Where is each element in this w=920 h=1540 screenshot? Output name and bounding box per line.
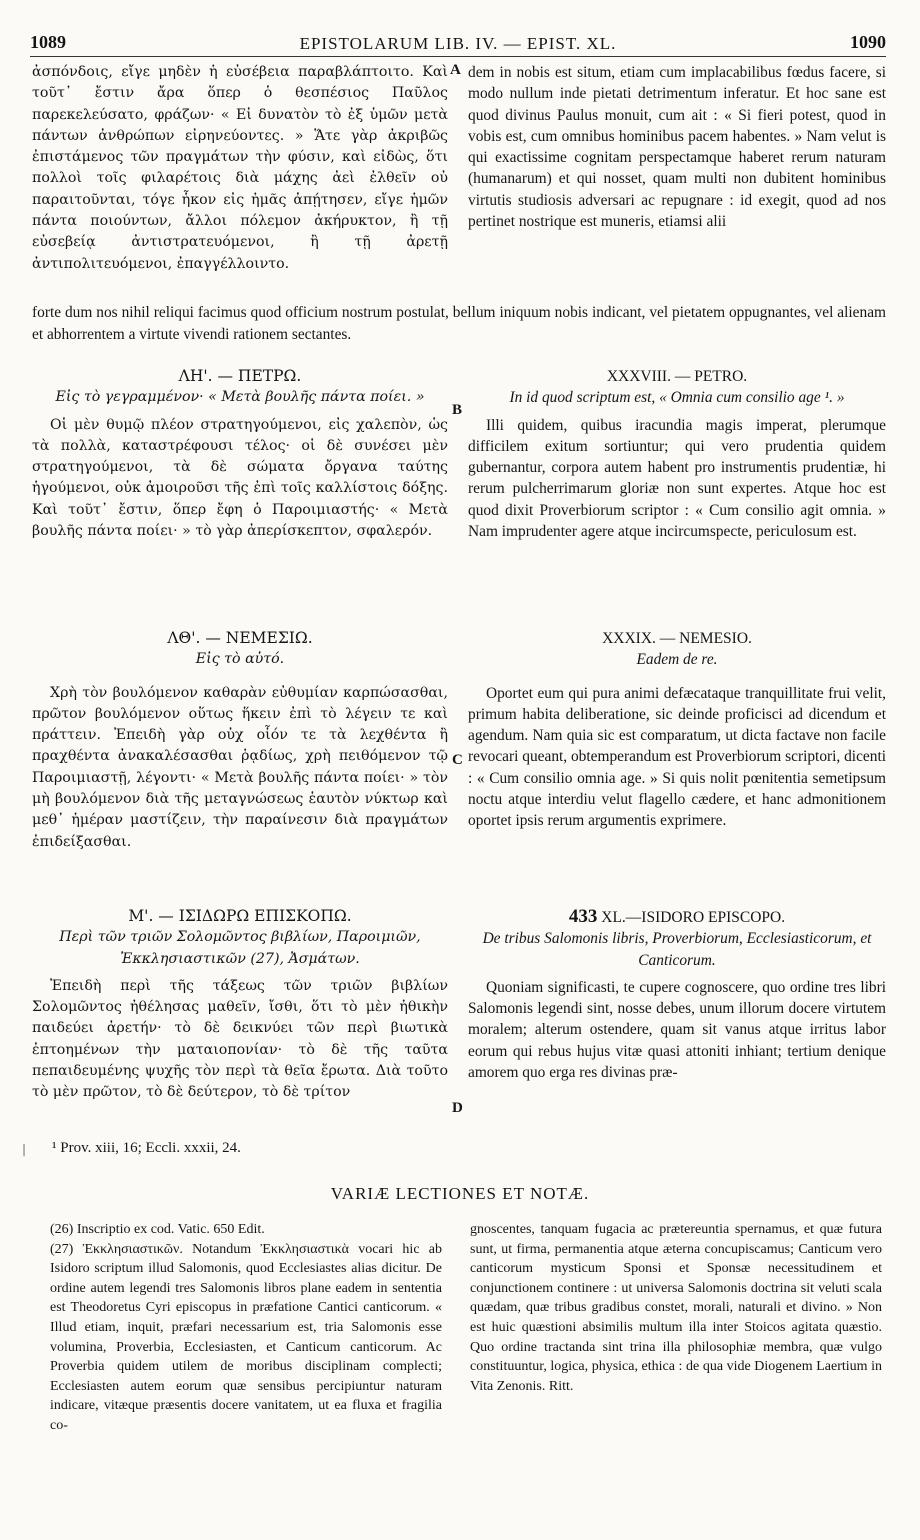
ep40-latin-subtitle: De tribus Salomonis libris, Proverbiorum, Ecclesiasticorum, et Canticorum. xyxy=(482,930,872,969)
running-header xyxy=(30,30,886,57)
margin-letter-c: C xyxy=(452,752,463,768)
ep39-latin-heading: XXXIX. — NEMESIO. xyxy=(602,630,752,647)
margin-letter-d: D xyxy=(452,1100,463,1116)
ep39-greek-heading: ΛΘ'. — ΝΕΜΕΣΙΩ. xyxy=(167,629,313,647)
ep40-greek-heading: Μ'. — ΙΣΙΔΩΡΩ ΕΠΙΣΚΟΠΩ. xyxy=(128,907,352,925)
left-page-number: 1089 xyxy=(30,32,66,52)
note-26: (26) Inscriptio ex cod. Vatic. 650 Edit. xyxy=(50,1222,265,1237)
intro-greek-text: ἀσπόνδοις, εἴγε μηδὲν ἡ εὐσέβεια παραβλάπτοιτο. Καὶ τοῦτ᾽ ἔστιν ἄρα ὅπερ ὁ θεσπέσιος Παῦλος παρεκελεύσατο, φράζων· « Εἰ δυνατὸν τὸ ἐξ ὑμῶν μετὰ πάντων ἀνθρώπων εἰρηνεύοντες. » Ἅτε γὰρ ἀκριβῶς ἐπιστάμενος τῶν πραγμάτων τὴν φύσιν, καὶ εἰδὼς, ὅτι πολλοὶ τοῖς φιλαρέτοις διὰ μάχης ἀεὶ ἐλθεῖν οὐ παραιτοῦνται, τόγε ἧκον εἰς ἡμᾶς ἀπῄτησεν, εἴγε ἡμῶν πάντα ποιούντων, ἄλλοι πόλεμον ἀκήρυκτον, ἢ τῇ εὐσεβείᾳ ἀντιστρατευόμενοι, ἢ τῇ ἀρετῇ ἀντιπολιτευόμενοι, ἐπαγγέλλοιντο. xyxy=(32,64,448,272)
ep39-greek-text: Χρὴ τὸν βουλόμενον καθαρὰν εὐθυμίαν καρπώσασθαι, πρῶτον βουλόμενον οὕτως ἥκειν ἐπὶ τὸ λέγειν τε καὶ πράττειν. Ἐπειδὴ γὰρ οὐχ οἷόν τε τὰ λεχθέντα ἢ πραχθέντα ἀνακαλέσασθαι ῥᾳδίως, χρὴ πειθόμενον τῷ Παροιμιαστῇ, λέγοντι· « Μετὰ βουλῆς πάντα ποίει· » τὸν μὴ βουλόμενον διὰ τῆς μεταγνώσεως ἑαυτὸν νύκτωρ καὶ μεθ᾽ ἡμέραν μαστίζειν, τὴν παραίνεσιν διὰ πραγμάτων ἐπιδείξασθαι. xyxy=(32,684,448,850)
ep38-latin-subtitle: In id quod scriptum est, « Omnia cum consilio age ¹. » xyxy=(509,389,845,407)
note-27-continued: gnoscentes, tanquam fugacia ac prætereuntia spernamus, et quæ futura sunt, ut firma, permanentia atque æterna concupiscamus; Canticum vero canticorum mysticum Sponsi et Sponsæ necessitudinem et conjunctionem continere : ut universa Salomonis doctrina sit veluti scala quædam, quæ tribus gradibus constet, morali, naturali et divino. » Non est huic quæstioni absimilis multum illa inter Stoicos agitata quæstio. Quo ordine tractanda sint trina illa philosophiæ membra, quæ vulgo constituuntur, logica, physica, ethica : de qua vide Diogenem Laertium in Vita Zenonis. Ritt. xyxy=(470,1222,882,1394)
ep38-latin-column xyxy=(468,366,886,542)
ep40-latin-text: Quoniam significasti, te cupere cognoscere, quo ordine tres libri Salomonis legendi sint, nosse debes, unum illorum docere virtutem moralem; alterum ostendere, quam sit vanus atque irritus labor eorum qui rebus hujus vitæ quasi attoniti inhiant; tertium denique amorem quo erga res divinas præ- xyxy=(468,978,886,1082)
ep38-greek-column xyxy=(32,366,448,542)
ep39-greek-column xyxy=(32,628,448,853)
ep38-greek-text: Οἱ μὲν θυμῷ πλέον στρατηγούμενοι, εἰς χαλεπὸν, ὡς τὰ πολλὰ, καταστρέφουσι τέλος· οἱ δὲ συνέσει μὲν στρατηγούμενοι, τὰ δὲ σώματα ὄργανα ταύτης ἡγούμενοι, οὐκ ἀμοιροῦσι τῆς ἐπὶ τοῖς καλλίστοις δόξης. Καὶ τοῦτ᾽ ἔστιν, ὅπερ ἔφη ὁ Παροιμιαστής· « Μετὰ βουλῆς πάντα ποίει· » τὸ γὰρ ἀπερίσκεπτον, σφαλερόν. xyxy=(32,416,448,540)
ep38-latin-heading: XXXVIII. — PETRO. xyxy=(606,368,748,385)
margin-letter-b: B xyxy=(452,402,463,418)
ep40-greek-subtitle: Περὶ τῶν τριῶν Σολομῶντος βιβλίων, Παροιμιῶν, Ἐκκλησιαστικῶν (27), Ἀσμάτων. xyxy=(59,929,421,967)
ep39-latin-column xyxy=(468,628,886,832)
intro-greek-column xyxy=(32,62,448,275)
margin-letter-a: A xyxy=(450,62,461,78)
intro-latin-text: dem in nobis est situm, etiam cum implacabilibus fœdus facere, si modo nullum inde pietati detrimentum inferatur. Et hoc sane est quod divinus Paulus monuit, cum ait : « Si fieri potest, quod in vobis est, cum omnibus hominibus pacem habentes. » Nam velut is qui exactissime cognitam perspectamque haberet rerum naturam (humanarum) et qui nosset, quam multi non dubitent hominibus virtutis studiosis adversari ac repugnare : id exegit, quod ad nos pertinet nostrique est muneris, etiamsi alii xyxy=(468,64,886,231)
ep40-greek-column xyxy=(32,906,448,1104)
running-title: EPISTOLARUM LIB. IV. — EPIST. XL. xyxy=(299,34,617,53)
ep40-latin-heading-line xyxy=(468,906,886,928)
ep38-greek-heading: ΛΗ'. — ΠΕΤΡΩ. xyxy=(178,367,302,385)
variae-heading: VARIÆ LECTIONES ET NOTÆ. xyxy=(330,1184,590,1203)
intro-latin-column xyxy=(468,62,886,232)
ep40-latin-column xyxy=(468,906,886,1083)
notes-left-column xyxy=(50,1220,442,1436)
margin-mark: | xyxy=(22,1142,27,1156)
ep40-greek-text: Ἐπειδὴ περὶ τῆς τάξεως τῶν τριῶν βιβλίων Σολομῶντος ἠθέλησας μαθεῖν, ἴσθι, ὅτι τὸ μὲν ἠθικὴν παιδεύει ἀρετήν· τὸ δὲ δεικνύει τῶν περὶ βιωτικὰ ἐπτοημένων τὴν ματαιοπονίαν· τὸ δὲ τῆς ταῦτα πεπαιδευμένης ψυχῆς τὸν περὶ τὰ θεῖα ἔρωτα. Διὰ τοῦτο τὸ μὲν πρῶτον, τὸ δὲ δεύτερον, τὸ δὲ τρίτον xyxy=(32,977,448,1101)
intro-latin-full-width: forte dum nos nihil reliqui facimus quod officium nostrum postulat, bellum iniquum nobis indicant, vel pietatem oppugnantes, vel alienam et abhorrentem a virtute vivendi rationem sectantes. xyxy=(32,304,886,343)
note-27: (27) Ἐκκλησιαστικῶν. Notandum Ἐκκλησιαστικὰ vocari hic ab Isidoro scriptum illud Salomonis, quod Ecclesiastes alias dicitur. De ordine autem legendi tres Salomonis libros plane eadem in sententia est Theodoretus Cyri episcopus in præfatione Cantici canticorum. « Illud etiam, inquit, præfari necessarium est, tria Salomonis esse volumina, Proverbia, Ecclesiasten, et Canticum canticorum. Ac Proverbia quidem utilem de moribus disciplinam complecti; Ecclesiasten autem eorum quæ sensibus percipiuntur naturam indicare, vitæque præsentis docere vanitatem, ut ea fluxa et fragilia co- xyxy=(50,1241,442,1433)
footnote: ¹ Prov. xiii, 16; Eccli. xxxii, 24. xyxy=(52,1140,241,1156)
column-number: 433 xyxy=(568,906,598,927)
right-page-number: 1090 xyxy=(850,32,886,52)
ep40-latin-heading: XL.—ISIDORO EPISCOPO. xyxy=(601,909,786,926)
ep39-latin-subtitle: Eadem de re. xyxy=(636,651,718,669)
ep39-latin-text: Oportet eum qui pura animi defæcataque tranquillitate frui velit, primum habita deliberatione, sic deinde proficisci ad dicendum et agendum. Nam quia sic est comparatum, ut dicta factave non facile revocari queant, obtemperandum est Proverbiorum scriptori, dicenti : « Cum consilio omnia age. » Si quis nolit pœnitentia semetipsum noctu atque interdiu velut flagello cædere, et hanc admonitionem oportet ipsis rerum argumentis exprimere. xyxy=(468,684,886,830)
ep39-greek-subtitle: Εἰς τὸ αὐτό. xyxy=(195,651,285,668)
notes-right-column xyxy=(470,1220,882,1396)
ep38-greek-subtitle: Εἰς τὸ γεγραμμένον· « Μετὰ βουλῆς πάντα ποίει. » xyxy=(55,389,425,406)
ep38-latin-text: Illi quidem, quibus iracundia magis imperat, plerumque difficilem exitum sortiuntur; qui vero prudentia quidem gubernantur, corpora autem habent pro instrumentis prudentiæ, hi rerum pulcherrimarum gloriæ non sunt expertes. Atque hoc est quod dixit Proverbiorum scriptor : « Cum consilio agit omnia. » Nam imprudenter agere atque incircumspecte, periculosum est. xyxy=(468,416,886,541)
